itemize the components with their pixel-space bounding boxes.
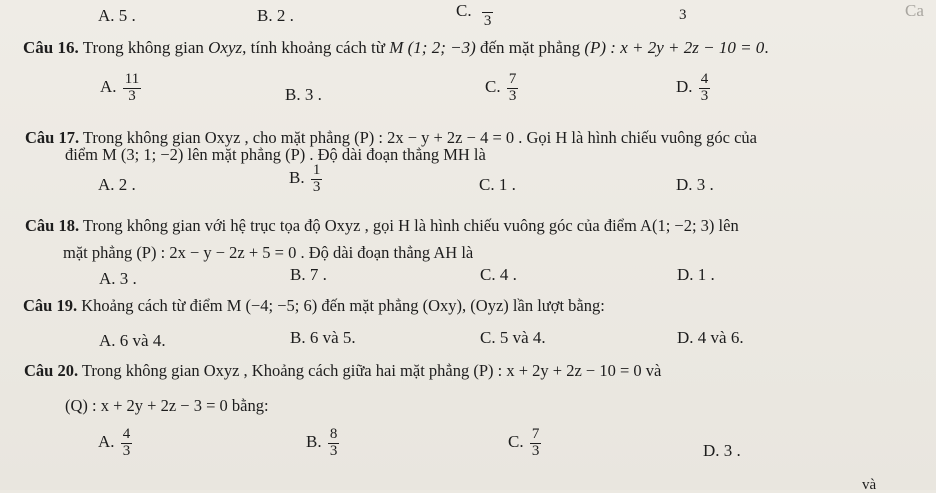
question-16-oxyz: Oxyz: [208, 38, 243, 57]
numerator: 7: [531, 426, 540, 442]
question-19-line-1: [23, 298, 605, 315]
question-18-label: Câu 18.: [25, 216, 80, 235]
question-16-text-b: , tính khoảng cách từ: [242, 38, 390, 57]
numerator: 4: [700, 71, 709, 87]
top-option-b: B. 2 .: [257, 6, 294, 25]
question-16-point: M (1; 2; −3): [389, 38, 476, 57]
question-17-label: Câu 17.: [25, 128, 80, 147]
fraction: [699, 72, 711, 105]
question-16-option-b: B. 3 .: [285, 85, 322, 104]
question-18-option-b: B. 7 .: [290, 265, 327, 284]
question-19-option-c: C. 5 và 4.: [480, 328, 546, 347]
question-16-option-c: [485, 72, 520, 105]
question-18-option-a: A. 3 .: [99, 269, 137, 288]
top-option-c: [456, 1, 493, 29]
question-17-option-c: C. 1 .: [479, 175, 516, 194]
question-16-option-a: [100, 72, 143, 105]
question-18-line-1: [25, 218, 739, 235]
question-20-line-2: (Q) : x + 2y + 2z − 3 = 0 bằng:: [65, 396, 269, 415]
numerator: 11: [124, 71, 140, 87]
fraction: [328, 427, 340, 460]
numerator: 4: [122, 426, 131, 442]
question-17-text: Trong không gian Oxyz , cho mặt phẳng (P) : 2x − y + 2z − 4 = 0 . Gọi H là hình chiếu vuông góc của: [82, 128, 757, 147]
option-letter: A.: [98, 432, 115, 452]
top-option-d-den: 3: [679, 7, 687, 23]
question-18-option-c: C. 4 .: [480, 265, 517, 284]
question-17-line-2: điểm M (3; 1; −2) lên mặt phẳng (P) . Độ dài đoạn thẳng MH là: [65, 145, 486, 164]
question-18-option-d: D. 1 .: [677, 265, 715, 284]
top-option-a: A. 5 .: [98, 6, 136, 25]
question-16-text-a: Trong không gian: [82, 38, 209, 57]
question-20-text: Trong không gian Oxyz , Khoảng cách giữa hai mặt phẳng (P) : x + 2y + 2z − 10 = 0 và: [81, 361, 662, 380]
fraction: [530, 427, 542, 460]
question-18-text: Trong không gian với hệ trục tọa độ Oxyz , gọi H là hình chiếu vuông góc của điểm A(1; −2; 3) lên: [82, 216, 739, 235]
option-letter: A.: [100, 77, 117, 97]
question-18-line-2: mặt phẳng (P) : 2x − y − 2z + 5 = 0 . Độ dài đoạn thẳng AH là: [63, 243, 474, 262]
question-19-option-b: B. 6 và 5.: [290, 328, 356, 347]
question-16-line: [23, 39, 769, 56]
option-letter: C.: [485, 77, 501, 97]
question-16-label: Câu 16.: [23, 38, 79, 57]
question-19-label: Câu 19.: [23, 296, 78, 315]
question-16-option-d: [676, 72, 712, 105]
denominator: 3: [312, 178, 321, 195]
top-option-c-letter: C.: [456, 1, 472, 20]
question-16-plane: (P) : x + 2y + 2z − 10 = 0: [584, 38, 765, 57]
fraction: [507, 72, 519, 105]
question-19-option-a: A. 6 và 4.: [99, 331, 166, 350]
denominator: 3: [531, 442, 540, 459]
denominator: 3: [700, 87, 709, 104]
question-20-option-b: [306, 427, 341, 460]
question-20-option-d: D. 3 .: [703, 441, 741, 460]
question-16-text-c: đến mặt phẳng: [475, 38, 585, 57]
question-17-option-a: A. 2 .: [98, 175, 136, 194]
question-20-option-a: [98, 427, 134, 460]
denominator: 3: [329, 442, 338, 459]
top-option-c-den: 3: [483, 13, 492, 29]
question-19-option-d: D. 4 và 6.: [677, 328, 744, 347]
question-20-label: Câu 20.: [24, 361, 79, 380]
question-16-text-d: .: [764, 38, 769, 57]
question-20-line-1: [24, 363, 661, 380]
fraction: [123, 72, 141, 105]
option-letter: B.: [289, 168, 305, 188]
bottom-fragment: và: [862, 477, 877, 493]
numerator: 1: [312, 162, 321, 178]
option-letter: D.: [676, 77, 693, 97]
top-corner-fragment: Ca: [905, 1, 924, 20]
denominator: 3: [122, 442, 131, 459]
option-letter: B.: [306, 432, 322, 452]
numerator: 8: [329, 426, 338, 442]
fraction: [311, 163, 323, 196]
question-17-option-d: D. 3 .: [676, 175, 714, 194]
question-17-option-b: [289, 163, 324, 196]
question-20-option-c: [508, 427, 543, 460]
fraction: [121, 427, 133, 460]
denominator: 3: [508, 87, 517, 104]
denominator: 3: [128, 87, 136, 104]
question-19-text: Khoảng cách từ điểm M (−4; −5; 6) đến mặt phẳng (Oxy), (Oyz) lần lượt bằng:: [81, 296, 605, 315]
numerator: 7: [508, 71, 517, 87]
option-letter: C.: [508, 432, 524, 452]
